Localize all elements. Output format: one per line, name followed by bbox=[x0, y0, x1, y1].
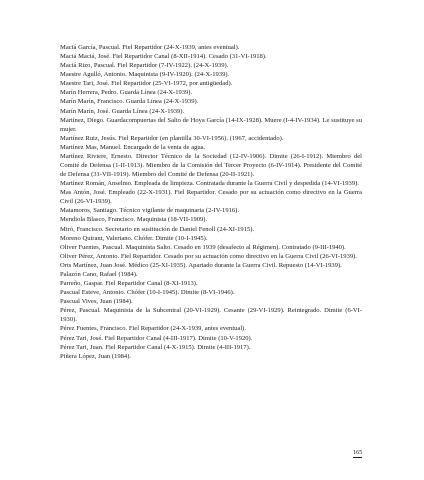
list-item: Maciá Maciá, José. Fiel Repartidor Canal (8-XII-1914). Cesado (31-VI-1918). bbox=[60, 53, 267, 61]
list-item: Marín Marín, José. Guarda Línea (24-X-1939). bbox=[60, 107, 185, 115]
list-item: Pérez Fuentes, Francisco. Fiel Repartidor (24-X-1939, antes eventual). bbox=[60, 325, 246, 333]
list-item: Maestre Tari, José. Fiel Repartidor (25-VI-1972, por antigüedad). bbox=[60, 80, 233, 88]
list-item: Orts Martínez, Juan José. Médico (25-XI-1935). Apartado durante la Guerra Civil. Repuesto (14-VI-1939). bbox=[60, 261, 342, 269]
list-item: Pascual Vives, Juan (1984). bbox=[60, 298, 133, 306]
personnel-list bbox=[60, 43, 362, 361]
list-item: Palazón Cano, Rafael (1984). bbox=[60, 270, 138, 278]
list-item: Mas Antón, José. Empleado (22-X-1931). Fiel Repartidor. Cesado por su actuación como directivo en la Guerra Civil (26-VI-1939). bbox=[60, 189, 362, 206]
list-item: Martínez Ruiz, Jesús. Fiel Repartidor (en plantilla 30-VI-1956). (1967, accidentado). bbox=[60, 134, 284, 142]
list-item: Marín Marín, Francisco. Guarda Línea (24-X-1939). bbox=[60, 98, 199, 106]
list-item: Pascual Esteve, Antonio. Chófer (10-I-1945). Dimite (8-VI-1946). bbox=[60, 289, 235, 297]
list-item: Martínez Mas, Manuel. Encargado de la venta de agua. bbox=[60, 143, 206, 151]
list-item: Moreno Quirant, Valeriano. Chófer. Dimite (10-I-1945). bbox=[60, 234, 208, 242]
list-item: Oliver Fuentes, Pascual. Maquinista Salto. Cesado en 1939 (desafecto al Régimen). Contratado (9-III-1940). bbox=[60, 243, 346, 251]
list-item: Martínez, Diego. Guardacompuertas del Salto de Hoya García (14-IX-1928). Muere (I-4-IV-1934). Le sustituye su mujer. bbox=[60, 116, 362, 133]
list-item: Mendiola Blasco, Francisco. Maquinista (18-VII-1909). bbox=[60, 216, 208, 224]
list-item: Pérez, Pascual. Maquinista de la Subcentral (20-VI-1929). Cesante (29-VI-1929). Reintegrado. Dimite (6-VI-1930). bbox=[60, 307, 362, 324]
page-number: 165 bbox=[353, 449, 363, 456]
list-item: Parreño, Gaspar. Fiel Repartidor Canal (8-XI-1913). bbox=[60, 280, 198, 288]
list-item: Maciá Rizo, Pascual. Fiel Repartidor (7-IV-1922). (24-X-1939). bbox=[60, 62, 229, 70]
list-item: Piñera López, Juan (1984). bbox=[60, 352, 132, 360]
list-item: Maestre Agulló, Antonio. Maquinista (9-IV-1920). (24-X-1939). bbox=[60, 71, 230, 79]
list-item: Martínez Román, Anselmo. Empleada de limpieza. Contratada durante la Guerra Civil y despedida (14-VI-1939). bbox=[60, 180, 359, 188]
list-item: Martínez Riviere, Ernesto. Director Técnico de la Sociedad (12-IV-1906). Dimite (26-I-1912). Miembro del Comité de Defensa (1-II-1913). Miembro de la Comisión del Tercer Proyecto (6-IV-1914). Presidente del Comité de Defensa (31-VII-1919). Miembro del Comité de Defensa (20-II-1921). bbox=[60, 152, 362, 179]
list-item: Pérez Tari, José. Fiel Repartidor Canal (4-III-1917). Dimite (10-V-1920). bbox=[60, 334, 253, 342]
list-item: Matamoros, Santiago. Técnico vigilante de maquinaria (2-IV-1916). bbox=[60, 207, 239, 215]
list-item: Marín Herrera, Pedro. Guarda Línea (24-X-1939). bbox=[60, 89, 193, 97]
list-item: Miró, Francisco. Secretario en sustitución de Daniel Fenoll (24-XI-1915). bbox=[60, 225, 255, 233]
list-item: Oliver Pérez, Antonio. Fiel Repartidor. Cesado por su actuación como directivo en la Guerra Civil (26-VI-1939). bbox=[60, 252, 357, 260]
list-item: Pérez Tari, Juan. Fiel Repartidor Canal (4-X-1915). Dimite (4-III-1917). bbox=[60, 343, 251, 351]
list-item: Maciá García, Pascual. Fiel Repartidor (24-X-1939, antes eventual). bbox=[60, 44, 240, 51]
